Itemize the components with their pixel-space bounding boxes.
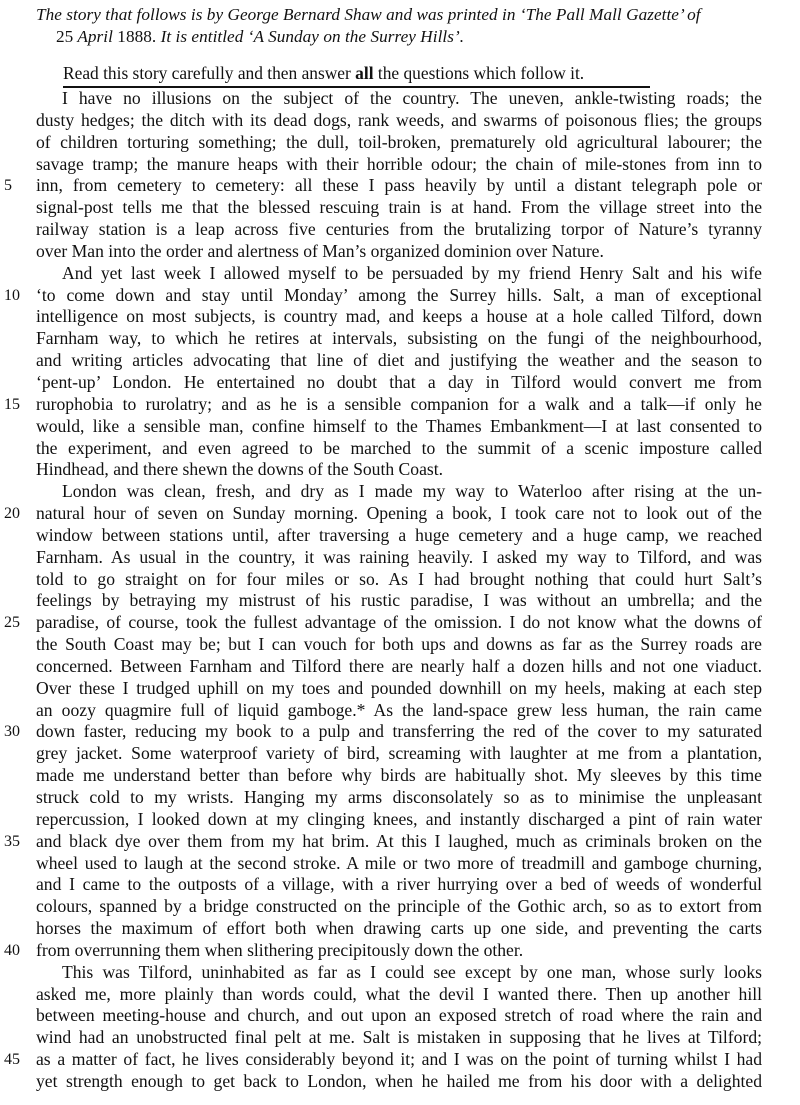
passage-line bbox=[0, 962, 800, 984]
line-text: signal-post tells me that the blessed rescuing train is at hand. From the village street into the bbox=[36, 197, 762, 218]
passage-line bbox=[0, 656, 800, 678]
passage-line bbox=[0, 372, 800, 394]
line-text: of children torturing something; the dull, toil-broken, prematurely old agricultural labourer; the bbox=[36, 131, 762, 152]
passage-line bbox=[0, 1005, 800, 1027]
line-text: an oozy quagmire full of liquid gamboge.* As the land-space grew less human, the rain came bbox=[36, 699, 762, 720]
line-text: rurophobia to rurolatry; and as he is a sensible companion for a walk and a talk—if only he bbox=[36, 393, 762, 414]
intro-date-month: April bbox=[77, 27, 113, 46]
passage-line bbox=[0, 263, 800, 285]
passage-line bbox=[0, 285, 800, 307]
line-text: would, like a sensible man, confine himself to the Thames Embankment—I at last consented to bbox=[36, 415, 762, 436]
passage-body bbox=[0, 88, 800, 1093]
line-text: ‘to come down and stay until Monday’ among the Surrey hills. Salt, a man of exceptional bbox=[36, 284, 762, 305]
line-text: made me understand better than before why birds are habitually shot. My sleeves by this time bbox=[36, 765, 762, 786]
line-number: 20 bbox=[4, 505, 20, 523]
line-number: 35 bbox=[4, 832, 20, 850]
passage-line bbox=[0, 984, 800, 1006]
passage-line bbox=[0, 1049, 800, 1071]
intro-date-day: 25 bbox=[56, 27, 74, 46]
line-text: feelings by betraying my mistrust of his rustic paradise, I was without an umbrella; and the bbox=[36, 590, 762, 611]
intro-line-1: The story that follows is by George Bernard Shaw and was printed in ‘The Pall Mall Gazette’ of bbox=[36, 5, 701, 24]
intro-line-2 bbox=[36, 26, 766, 48]
passage-line bbox=[0, 569, 800, 591]
passage-line bbox=[0, 306, 800, 328]
passage-line bbox=[0, 503, 800, 525]
passage-line bbox=[0, 743, 800, 765]
line-number: 15 bbox=[4, 395, 20, 413]
line-text: wheel used to laugh at the second stroke. A mile or two more of treadmill and gamboge churning, bbox=[36, 852, 762, 873]
line-number: 25 bbox=[4, 614, 20, 632]
passage-line bbox=[0, 350, 800, 372]
passage-line bbox=[0, 678, 800, 700]
instruction-after: the questions which follow it. bbox=[373, 63, 585, 83]
passage-line bbox=[0, 394, 800, 416]
line-text: over Man into the order and alertness of Man’s organized dominion over Nature. bbox=[36, 240, 604, 261]
passage-line bbox=[0, 219, 800, 241]
line-text: railway station is a leap across five centuries from the brutalizing torpor of Nature’s tyranny bbox=[36, 219, 762, 240]
line-text: and I came to the outposts of a village, with a river hurrying over a bed of weeds of wonderful bbox=[36, 874, 762, 895]
passage-line bbox=[0, 612, 800, 634]
passage-line bbox=[0, 700, 800, 722]
line-text: inn, from cemetery to cemetery: all these I pass heavily by until a distant telegraph pole or bbox=[36, 175, 762, 196]
line-text: as a matter of fact, he lives considerably beyond it; and I was on the point of turning whilst I had bbox=[36, 1049, 762, 1070]
passage-line bbox=[0, 175, 800, 197]
passage-line bbox=[0, 154, 800, 176]
line-text: the experiment, and even agreed to be marched to the summit of a scenic imposture called bbox=[36, 437, 762, 458]
passage-line bbox=[0, 1027, 800, 1049]
passage-line bbox=[0, 438, 800, 460]
passage-line bbox=[0, 416, 800, 438]
line-text: Farnham way, to which he retires at intervals, subsisting on the fungi of the neighbourhood, bbox=[36, 328, 762, 349]
passage-line bbox=[0, 831, 800, 853]
line-text: down faster, reducing my book to a pulp and transferring the red of the cover to my saturated bbox=[36, 721, 762, 742]
line-text: ‘pent-up’ London. He entertained no doubt that a day in Tilford would convert me from bbox=[36, 371, 762, 392]
line-text: the South Coast may be; but I can vouch for both ups and downs as far as the Surrey roads are bbox=[36, 634, 762, 655]
passage-line bbox=[0, 809, 800, 831]
line-number: 10 bbox=[4, 286, 20, 304]
line-text: horses the maximum of effort both when drawing carts up one side, and preventing the carts bbox=[36, 918, 762, 939]
line-text: grey jacket. Some waterproof variety of bird, screaming with laughter at me from a plantation, bbox=[36, 743, 762, 764]
passage-line bbox=[0, 787, 800, 809]
passage-line bbox=[0, 765, 800, 787]
line-text: Over these I trudged uphill on my toes and pounded downhill on my heels, making at each step bbox=[36, 677, 762, 698]
line-text: between meeting-house and church, and out upon an exposed stretch of road where the rain and bbox=[36, 1005, 762, 1026]
intro-note bbox=[36, 4, 766, 48]
line-text: natural hour of seven on Sunday morning. Opening a book, I took care not to look out of the bbox=[36, 503, 762, 524]
passage-line bbox=[0, 459, 800, 481]
instruction bbox=[63, 62, 584, 84]
line-text: Farnham. As usual in the country, it was raining heavily. I asked my way to Tilford, and was bbox=[36, 546, 762, 567]
line-text: This was Tilford, uninhabited as far as I could see except by one man, whose surly looks bbox=[62, 961, 762, 982]
line-text: intelligence on most subjects, is country mad, and keeps a house at a hole called Tilford, down bbox=[36, 306, 762, 327]
line-text: from overrunning them when slithering precipitously down the other. bbox=[36, 939, 524, 960]
intro-title: It is entitled ‘A Sunday on the Surrey Hills’. bbox=[160, 27, 465, 46]
passage-line bbox=[0, 241, 800, 263]
line-text: and writing articles advocating that line of diet and justifying the weather and the season to bbox=[36, 350, 762, 371]
line-text: and black dye over them from my hat brim. At this I laughed, much as criminals broken on the bbox=[36, 830, 762, 851]
line-number: 45 bbox=[4, 1051, 20, 1069]
passage-line bbox=[0, 132, 800, 154]
line-text: paradise, of course, took the fullest advantage of the omission. I do not know what the downs of bbox=[36, 612, 762, 633]
line-number: 40 bbox=[4, 941, 20, 959]
line-text: struck cold to my wrists. Hanging my arms disconsolately so as to minimise the unpleasant bbox=[36, 787, 762, 807]
passage-line bbox=[0, 481, 800, 503]
line-text: asked me, more plainly than words could, what the devil I wanted there. Then up another hill bbox=[36, 983, 762, 1004]
passage-line bbox=[0, 634, 800, 656]
passage-line bbox=[0, 547, 800, 569]
line-text: I have no illusions on the subject of the country. The uneven, ankle-twisting roads; the bbox=[62, 88, 762, 108]
line-text: London was clean, fresh, and dry as I made my way to Waterloo after rising at the un- bbox=[62, 481, 762, 502]
passage-line bbox=[0, 197, 800, 219]
passage-line bbox=[0, 940, 800, 962]
passage-line bbox=[0, 918, 800, 940]
line-text: yet strength enough to get back to London, when he hailed me from his door with a delighted bbox=[36, 1070, 762, 1091]
line-text: dusty hedges; the ditch with its dead dogs, rank weeds, and swarms of poisonous flies; the groups bbox=[36, 109, 762, 130]
line-number: 5 bbox=[4, 177, 12, 195]
line-text: colours, spanned by a bridge constructed on the principle of the Gothic arch, so as to extort from bbox=[36, 896, 762, 917]
instruction-before: Read this story carefully and then answer bbox=[63, 63, 356, 83]
passage-line bbox=[0, 110, 800, 132]
line-text: Hindhead, and there shewn the downs of the South Coast. bbox=[36, 459, 444, 480]
line-text: repercussion, I looked down at my clinging knees, and instantly discharged a pint of rain water bbox=[36, 808, 762, 829]
line-text: told to go straight on for four miles or so. As I had brought nothing that could hurt Salt’s bbox=[36, 568, 762, 589]
intro-date-year: 1888. bbox=[117, 27, 157, 46]
passage-line bbox=[0, 853, 800, 875]
passage-line bbox=[0, 874, 800, 896]
instruction-bold: all bbox=[355, 63, 374, 83]
passage-line bbox=[0, 328, 800, 350]
line-text: wind had an unobstructed final pelt at me. Salt is mistaken in supposing that he lives at Tilford; bbox=[36, 1027, 762, 1048]
passage-line bbox=[0, 721, 800, 743]
line-text: concerned. Between Farnham and Tilford there are nearly half a dozen hills and not one viaduct. bbox=[36, 655, 762, 676]
passage-line bbox=[0, 1071, 800, 1093]
line-number: 30 bbox=[4, 723, 20, 741]
line-text: savage tramp; the manure heaps with their horrible odour; the chain of mile-stones from inn to bbox=[36, 153, 762, 174]
passage-line bbox=[0, 590, 800, 612]
passage-line bbox=[0, 525, 800, 547]
passage-line bbox=[0, 896, 800, 918]
passage-line bbox=[0, 88, 800, 110]
line-text: And yet last week I allowed myself to be persuaded by my friend Henry Salt and his wife bbox=[62, 262, 762, 283]
line-text: window between stations until, after traversing a huge cemetery and a huge camp, we reached bbox=[36, 524, 762, 545]
